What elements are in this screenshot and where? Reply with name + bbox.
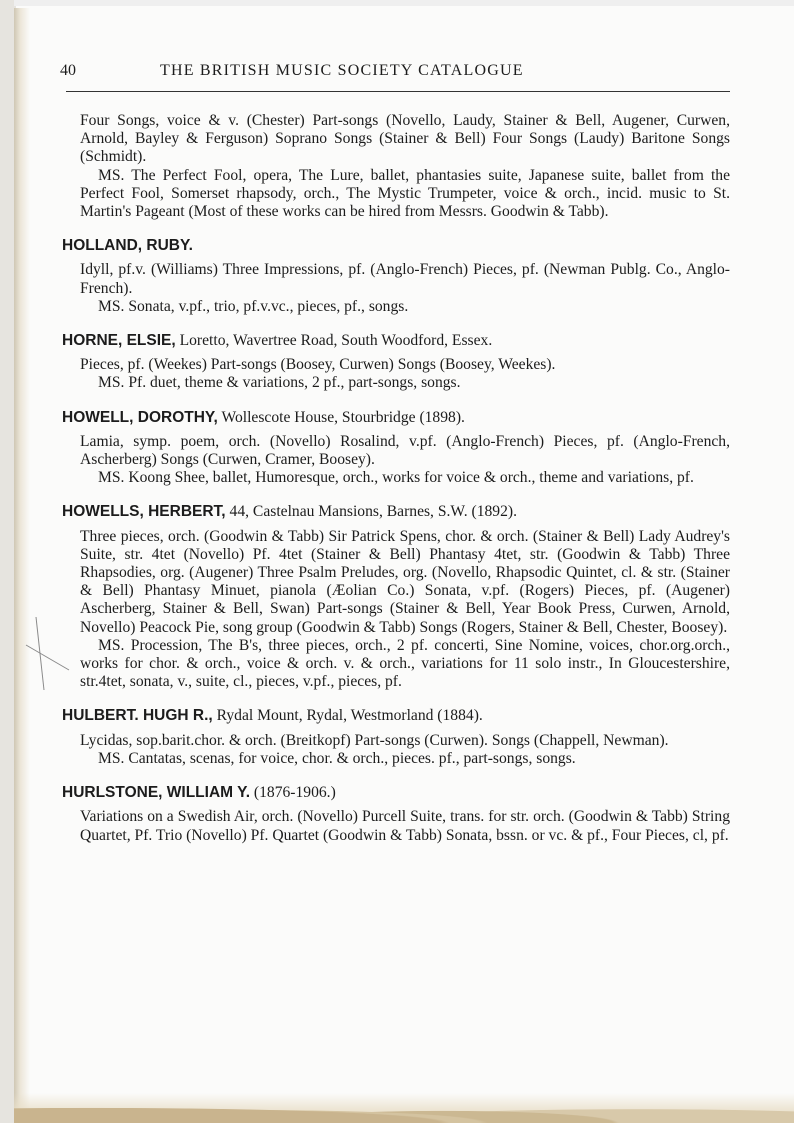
composer-name: HOWELLS, HERBERT, bbox=[62, 503, 226, 521]
composer-entry bbox=[62, 503, 730, 691]
composer-details: (1876-1906.) bbox=[253, 784, 336, 802]
entry-works: Three pieces, orch. (Goodwin & Tabb) Sir Patrick Spens, chor. & orch. (Stainer & Bell) Lady Audrey's Suite, str. 4tet (Novello) Pf. 4tet (Stainer & Bell) Phantasy 4tet, str. (Goodwin & Tabb) Three Rhapsodies, org. (Augener) Three Psalm Preludes, org. (Novello, Rhapsodic Quintet, cl. & str. (Stainer & Bell) Phantasy Minuet, pianola (Æolian Co.) Sonata, v.pf. (Rogers) Pieces, pf. (Augener) Ascherberg, Stainer & Bell, Swan) Part-songs (Stainer & Bell, Year Book Press, Curwen, Arnold, Novello) Peacock Pie, song group (Goodwin & Tabb) Songs (Rogers, Stainer & Bell, Chester, Boosey). bbox=[80, 527, 730, 636]
entry-manuscripts: MS. Pf. duet, theme & variations, 2 pf., part-songs, songs. bbox=[98, 374, 461, 392]
entry-works: Lycidas, sop.barit.chor. & orch. (Breitkopf) Part-songs (Curwen). Songs (Chappell, Newman). bbox=[80, 731, 669, 749]
entry-works: Variations on a Swedish Air, orch. (Novello) Purcell Suite, trans. for str. orch. (Goodwin & Tabb) String Quartet, Pf. Trio (Novello) Pf. Quartet (Goodwin & Tabb) Sonata, bssn. or vc. & pf., Four Pieces, cl, pf. bbox=[80, 808, 730, 844]
header-rule bbox=[66, 91, 730, 92]
continued-entry bbox=[62, 112, 730, 221]
page-binding-edge bbox=[14, 8, 30, 1118]
composer-name: HURLSTONE, WILLIAM Y. bbox=[62, 784, 251, 802]
entry-works: Lamia, symp. poem, orch. (Novello) Rosalind, v.pf. (Anglo-French) Pieces, pf. (Anglo-French, Ascherberg) Songs (Curwen, Cramer, Boosey). bbox=[80, 432, 730, 469]
composer-entry bbox=[62, 409, 730, 488]
composer-entry bbox=[62, 707, 730, 768]
page-number: 40 bbox=[60, 62, 76, 79]
entry-manuscripts: MS. The Perfect Fool, opera, The Lure, ballet, phantasies suite, Japanese suite, ballet from the Perfect Fool, Somerset rhapsody, orch., The Mystic Trumpeter, voice & orch., incid. music to St. Martin's Pageant (Most of these works can be hired from Messrs. Goodwin & Tabb). bbox=[80, 166, 730, 221]
composer-entry bbox=[62, 332, 730, 393]
composer-details: 44, Castelnau Mansions, Barnes, S.W. (1892). bbox=[229, 503, 517, 521]
composer-details: Loretto, Wavertree Road, South Woodford, Essex. bbox=[179, 332, 493, 350]
entry-manuscripts: MS. Sonata, v.pf., trio, pf.v.vc., pieces, pf., songs. bbox=[98, 297, 409, 315]
page-header bbox=[60, 62, 740, 86]
entry-works: Pieces, pf. (Weekes) Part-songs (Boosey, Curwen) Songs (Boosey, Weekes). bbox=[80, 356, 556, 374]
entry-works: Four Songs, voice & v. (Chester) Part-songs (Novello, Laudy, Stainer & Bell, Augener, Curwen, Arnold, Bayley & Ferguson) Soprano Songs (Stainer & Bell) Four Songs (Laudy) Baritone Songs (Schmidt). bbox=[80, 112, 730, 166]
composer-name: HOWELL, DOROTHY, bbox=[62, 408, 218, 426]
entry-works: Idyll, pf.v. (Williams) Three Impressions, pf. (Anglo-French) Pieces, pf. (Newman Publg. Co., Anglo-French). bbox=[80, 261, 730, 297]
entry-manuscripts: MS. Koong Shee, ballet, Humoresque, orch., works for voice & orch., theme and variations, pf. bbox=[98, 469, 694, 487]
composer-details: Rydal Mount, Rydal, Westmorland (1884). bbox=[216, 707, 483, 725]
composer-name: HOLLAND, RUBY. bbox=[62, 237, 193, 255]
entry-heading bbox=[62, 409, 730, 427]
entry-heading bbox=[62, 784, 730, 802]
running-title: THE BRITISH MUSIC SOCIETY CATALOGUE bbox=[160, 62, 524, 79]
entry-manuscripts: MS. Procession, The B's, three pieces, orch., 2 pf. concerti, Sine Nomine, voices, chor.org.orch., works for chor. & orch., voice & orch. v. & orch., variations for 11 solo instr., In Gloucestershire, str.4tet, sonata, v., suite, cl., pieces, v.pf., pieces, pf. bbox=[80, 636, 730, 691]
composer-entry bbox=[62, 237, 730, 316]
entry-heading bbox=[62, 332, 730, 350]
composer-entry bbox=[62, 784, 730, 845]
entry-manuscripts: MS. Cantatas, scenas, for voice, chor. & orch., pieces. pf., part-songs, songs. bbox=[98, 749, 576, 767]
catalogue-body bbox=[62, 112, 730, 845]
entry-heading bbox=[62, 707, 730, 725]
entry-heading bbox=[62, 237, 730, 255]
composer-name: HORNE, ELSIE, bbox=[62, 332, 176, 350]
entry-heading bbox=[62, 503, 730, 521]
torn-bottom-edge bbox=[14, 1093, 794, 1123]
page-top-edge bbox=[14, 0, 794, 6]
composer-name: HULBERT. HUGH R., bbox=[62, 707, 213, 725]
composer-details: Wollescote House, Stourbridge (1898). bbox=[221, 408, 465, 426]
